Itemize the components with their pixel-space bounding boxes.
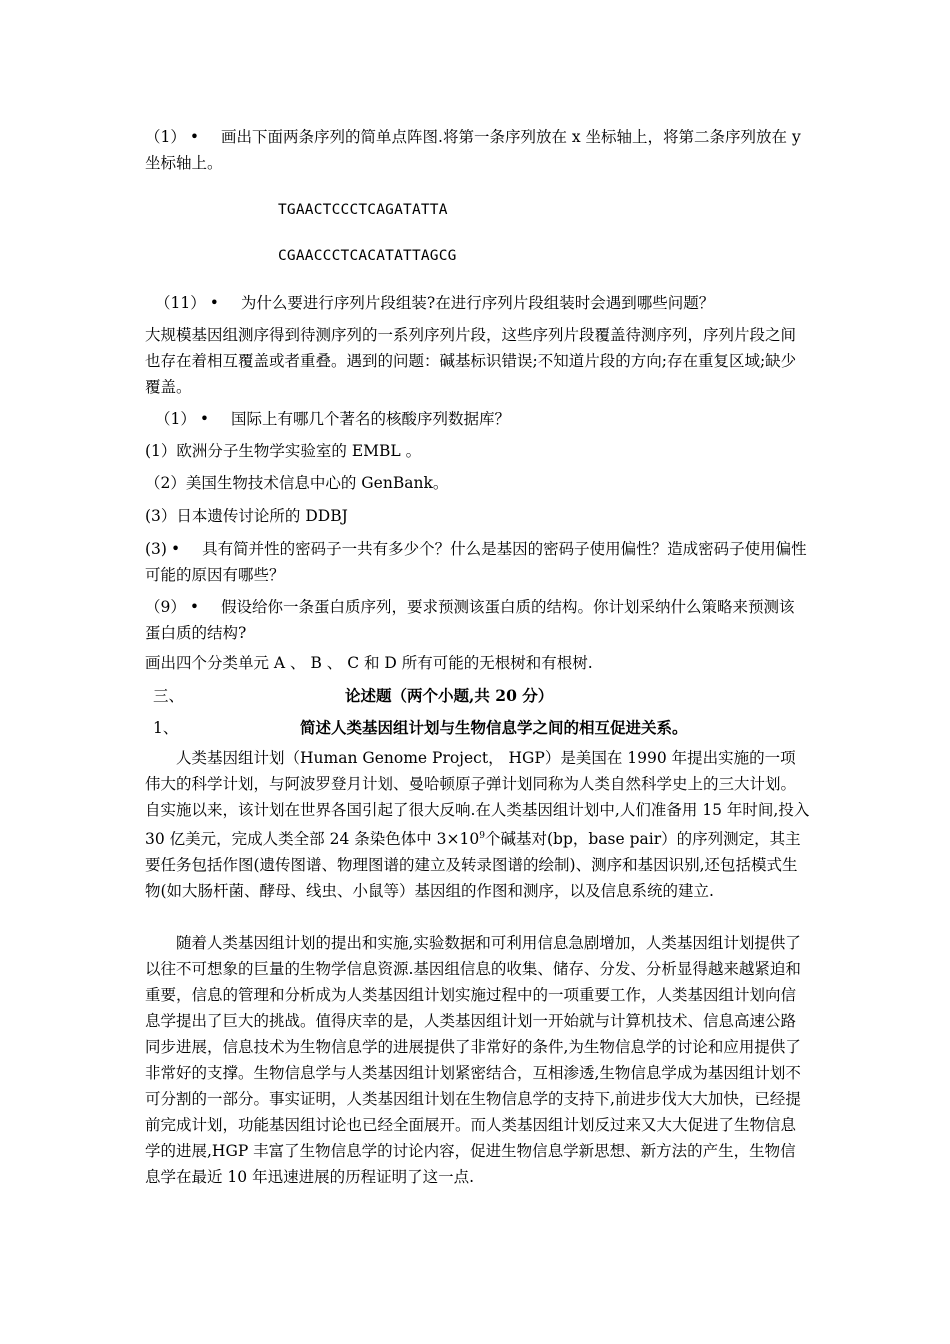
exponent: 9: [479, 831, 485, 841]
question-number: （1）: [155, 410, 196, 428]
sequence-2: CGAACCCTCACATATTAGCG: [278, 248, 457, 264]
essay-paragraph-2: 随着人类基因组计划的提出和实施,实验数据和可利用信息急剧增加，人类基因组计划提供了以往不可想象的巨量的生物学信息资源.基因组信息的收集、储存、分发、分析显得越来越紧迫和重要，信息的管理和分析成为人类基因组计划实施过程中的一项重要工作，人类基因组计划向信息学提出了巨大的挑战。值得庆幸的是，人类基因组计划一开始就与计算机技术、信息高速公路同步进展，信息技术为生物信息学的进展提供了非常好的条件,为生物信息学的讨论和应用提供了非常好的支撑。生物信息学与人类基因组计划紧密结合，互相渗透,生物信息学成为基因组计划不可分割的一部分。事实证明，人类基因组计划在生物信息学的支持下,前进步伐大大加快，已经提前完成计划，功能基因组讨论也已经全面展开。而人类基因组计划反过来又大大促进了生物信息学的进展,HGP 丰富了生物信息学的讨论内容，促进生物信息学新思想、新方法的产生，生物信息学在最近 10 年迅速进展的历程证明了这一点.: [145, 934, 801, 1186]
question-text: 为什么要进行序列片段组装?在进行序列片段组装时会遇到哪些问题？: [240, 294, 715, 312]
bullet-icon: •: [189, 128, 200, 146]
question-text: 假设给你一条蛋白质序列，要求预测该蛋白质的结构。你计划采纳什么策略来预测该蛋白质的结构?: [145, 598, 795, 642]
essay-number: 1、: [153, 719, 179, 737]
database-item-3: (3）日本遗传讨论所的 DDBJ: [145, 507, 348, 525]
bullet-icon: •: [189, 598, 200, 616]
question-2: [155, 290, 820, 316]
question-1: [145, 124, 810, 176]
question-text: 画出下面两条序列的简单点阵图.将第一条序列放在 x 坐标轴上，将第二条序列放在 y 坐标轴上。: [145, 128, 801, 172]
question-number: （1）: [145, 128, 186, 146]
database-item-2: （2）美国生物技术信息中心的 GenBank。: [145, 474, 449, 492]
question-number: （9）: [145, 598, 186, 616]
essay-title: 简述人类基因组计划与生物信息学之间的相互促进关系。: [300, 718, 688, 737]
paragraph-text: 个碱基对(bp，base pair）的序列测定，其主要任务包括作图(遗传图谱、物理图谱的建立及转录图谱的绘制)、测序和基因识别,还包括模式生物(如大肠杆菌、酵母、线虫、小鼠等）基因组的作图和测序，以及信息系统的建立.: [145, 830, 801, 900]
section-number: 三、: [153, 687, 185, 705]
answer-2: 大规模基因组测序得到待测序列的一系列序列片段，这些序列片段覆盖待测序列，序列片段之间也存在着相互覆盖或者重叠。遇到的问题：碱基标识错误;不知道片段的方向;存在重复区域;缺少覆盖。: [145, 326, 797, 396]
question-number: （11）: [155, 294, 206, 312]
sequence-1: TGAACTCCCTCAGATATTA: [278, 202, 448, 218]
bullet-icon: •: [199, 410, 210, 428]
database-item-1: (1）欧洲分子生物学实验室的 EMBL 。: [145, 442, 422, 460]
essay-paragraph-1: [145, 745, 810, 904]
question-text: 国际上有哪几个著名的核酸序列数据库？: [231, 410, 511, 428]
question-6: 画出四个分类单元 A 、 B 、 C 和 D 所有可能的无根树和有根树.: [145, 654, 593, 672]
question-4: [145, 536, 810, 588]
question-5: [145, 594, 810, 646]
section-title: 论述题（两个小题,共 20 分）: [345, 686, 554, 705]
paragraph-text: 人类基因组计划（Human Genome Project， HGP）是美国在 1990 年提出实施的一项伟大的科学计划，与阿波罗登月计划、曼哈顿原子弹计划同称为人类自然科学史上的三大计划。自实施以来，该计划在世界各国引起了很大反响.在人类基因组计划中,人们准备用 15 年时间,投入 30 亿美元，完成人类全部 24 条染色体中 3×10: [145, 749, 810, 848]
question-3: [155, 406, 820, 432]
question-text: 具有简并性的密码子一共有多少个？什么是基因的密码子使用偏性？造成密码子使用偏性可能的原因有哪些？: [145, 540, 807, 584]
bullet-icon: •: [209, 294, 219, 312]
question-number: (3): [145, 540, 167, 558]
bullet-icon: •: [170, 540, 181, 558]
